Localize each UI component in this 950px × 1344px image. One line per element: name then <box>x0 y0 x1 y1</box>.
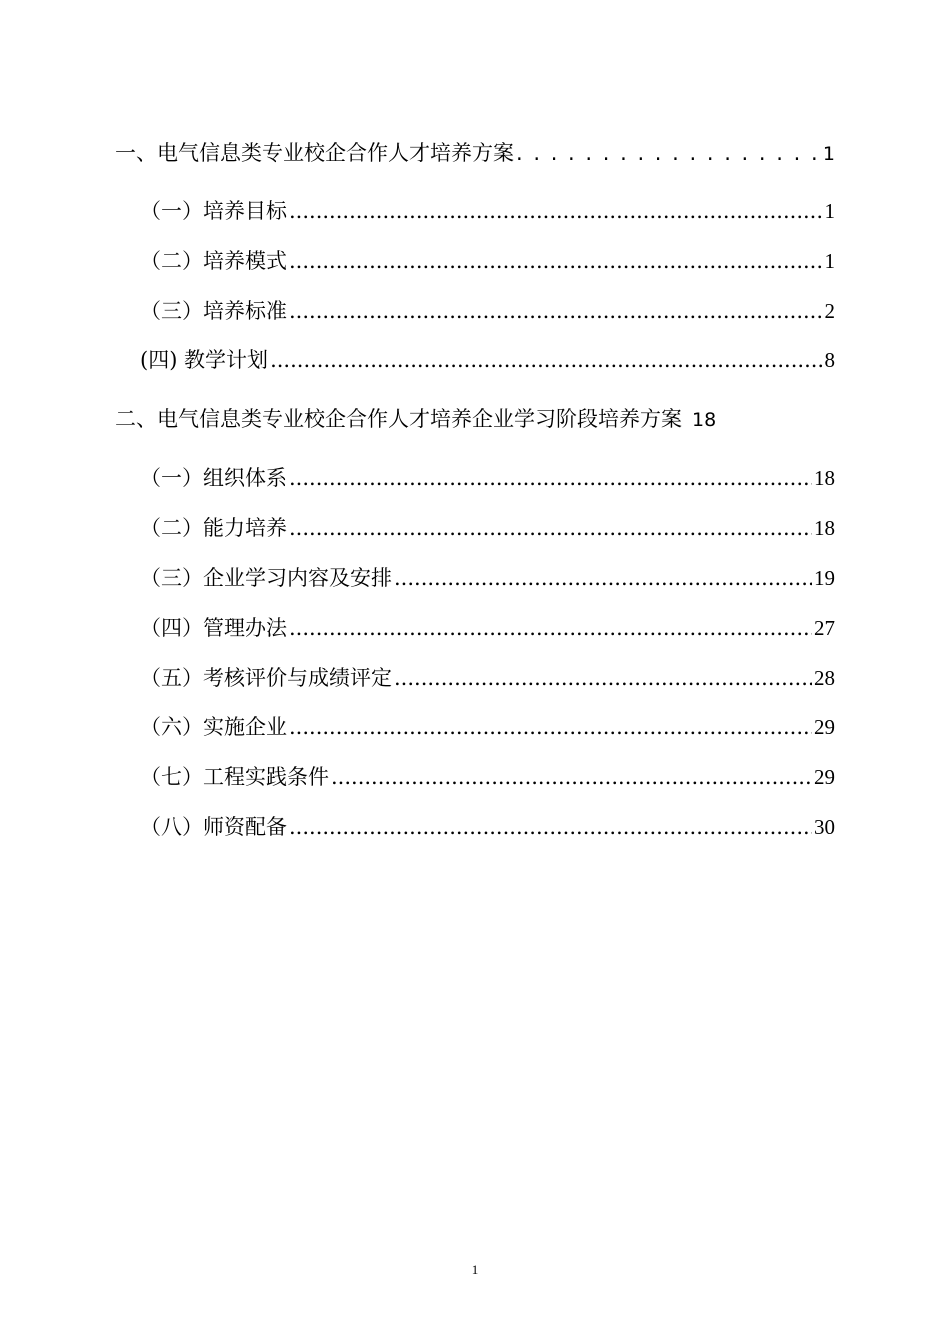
toc-leader-dots <box>289 616 812 640</box>
toc-entry-label: （五）考核评价与成绩评定 <box>140 666 392 690</box>
toc-entry-label: （二）能力培养 <box>140 516 287 540</box>
toc-entry[interactable] <box>115 403 835 433</box>
toc-entry-page: 18 <box>814 466 835 490</box>
toc-entry[interactable] <box>140 295 835 325</box>
toc-entry-page: 18 <box>692 409 717 431</box>
toc-leader-dots <box>289 199 823 223</box>
toc-entry[interactable] <box>140 761 835 791</box>
toc-entry-page: 29 <box>814 765 835 789</box>
toc-entry-label: （三）培养标准 <box>140 299 287 323</box>
toc-entry-label: （一）培养目标 <box>140 199 287 223</box>
toc-entry-label: （四）管理办法 <box>140 616 287 640</box>
toc-leader-dots <box>289 516 812 540</box>
toc-leader-dots <box>289 466 812 490</box>
toc-entry-page: 19 <box>814 566 835 590</box>
toc-entry-page: 29 <box>814 715 835 739</box>
toc-entry-label: 二、电气信息类专业校企合作人才培养企业学习阶段培养方案 <box>115 407 682 431</box>
toc-leader-dots <box>289 299 823 323</box>
toc-entry[interactable] <box>140 195 835 225</box>
toc-leader-dots <box>289 715 812 739</box>
toc-entry-label: （三）企业学习内容及安排 <box>140 566 392 590</box>
toc-entry-page: 27 <box>814 616 835 640</box>
toc-leader-dots <box>289 815 812 839</box>
toc-entry-label: （八）师资配备 <box>140 815 287 839</box>
toc-leader-dots <box>394 566 812 590</box>
toc-entry-label: (四) 教学计划 <box>140 348 269 372</box>
toc-entry-label: 一、电气信息类专业校企合作人才培养方案 <box>115 141 514 165</box>
toc-entry[interactable] <box>140 562 835 592</box>
toc-entry[interactable] <box>140 462 835 492</box>
toc-leader-dots <box>270 348 822 372</box>
toc-entry-page: 1 <box>822 143 835 165</box>
toc-entry-page: 28 <box>814 666 835 690</box>
toc-entry[interactable] <box>140 612 835 642</box>
toc-leader-dots <box>289 249 823 273</box>
toc-entry-page: 2 <box>824 299 835 323</box>
toc-entry-label: （二）培养模式 <box>140 249 287 273</box>
toc-entry-page: 1 <box>824 249 835 273</box>
toc-entry[interactable] <box>115 137 835 167</box>
toc-leader-dots <box>331 765 812 789</box>
toc-entry[interactable] <box>140 711 835 741</box>
toc-entry[interactable] <box>140 811 835 841</box>
toc-leader-dots <box>516 141 821 165</box>
toc-entry-page: 18 <box>814 516 835 540</box>
toc-entry-label: （七）工程实践条件 <box>140 765 329 789</box>
toc-entry-label: （六）实施企业 <box>140 715 287 739</box>
toc-entry-page: 1 <box>824 199 835 223</box>
toc-leader-dots <box>394 666 812 690</box>
toc-entry[interactable] <box>140 344 835 374</box>
toc-entry-page: 30 <box>814 815 835 839</box>
toc-entry-label: （一）组织体系 <box>140 466 287 490</box>
toc-entry[interactable] <box>140 512 835 542</box>
toc-entry[interactable] <box>140 245 835 275</box>
footer-page-number: 1 <box>471 1262 479 1277</box>
toc-entry-page: 8 <box>824 348 835 372</box>
toc-entry[interactable] <box>140 662 835 692</box>
